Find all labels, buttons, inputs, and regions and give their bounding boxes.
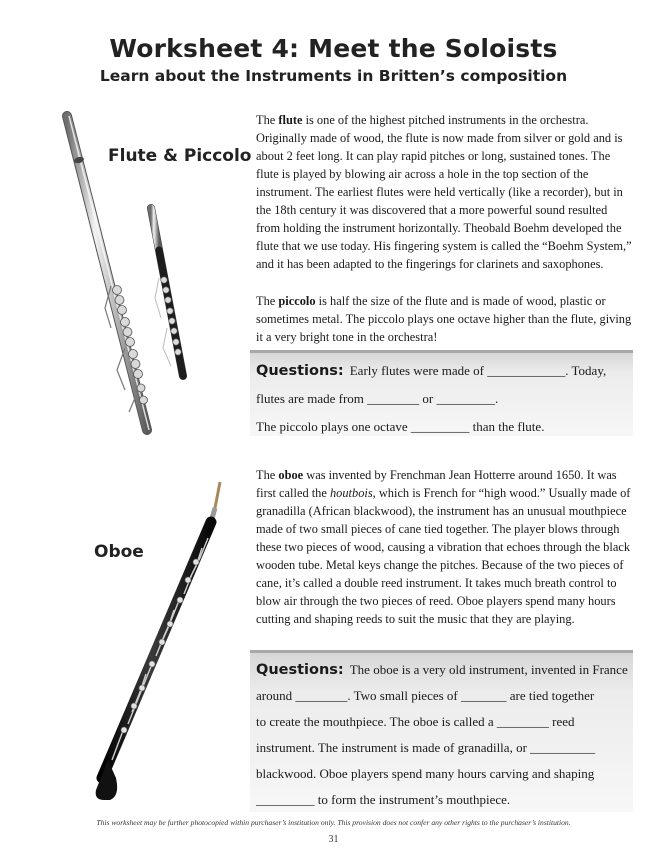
oboe-question-line-1: The oboe is a very old instrument, invented in France <box>349 662 628 677</box>
piccolo-term: piccolo <box>278 294 316 308</box>
oboe-question-line-6: _________ to form the instrument’s mouthpiece. <box>256 792 511 807</box>
oboe-question-line-4: instrument. The instrument is made of granadilla, or __________ <box>256 740 596 755</box>
flute-questions-box <box>250 350 633 436</box>
oboe-term: oboe <box>278 468 304 482</box>
flute-questions-heading: Questions: <box>256 363 344 379</box>
oboe-question-line-2: around ________. Two small pieces of _______ are tied together <box>256 688 595 703</box>
flute-paragraph: The flute is one of the highest pitched instruments in the orchestra. Originally made of wood, the flute is now made from silver or gold and is about 2 feet long. It can play rapid pitches or long, sustained tones. The flute is played by blowing air across a hole in the top section of the instrument. The earliest flutes were held vertically (like a recorder), but in the 18th century it was discovered that a more powerful sound resulted from holding the instrument horizontally. Theobald Boehm developed the flute that we use today. His fingering system is called the “Boehm System,” and it has been adapted to the fingerings for clarinets and saxophones. <box>256 113 632 271</box>
piccolo-paragraph: The piccolo is half the size of the flute and is made of wood, plastic or sometimes metal. The piccolo plays one octave higher than the flute, giving it a very bright tone in the orchestra! <box>256 294 632 344</box>
flute-piccolo-label: Flute & Piccolo <box>108 146 252 166</box>
oboe-question-line-5: blackwood. Oboe players spend many hours carving and shaping <box>256 766 595 781</box>
worksheet-subtitle: Learn about the Instruments in Britten’s composition <box>99 67 568 85</box>
worksheet-title: Worksheet 4: Meet the Soloists <box>109 34 558 63</box>
oboe-paragraph: The oboe was invented by Frenchman Jean Hotterre around 1650. It was first called the houtbois, which is French for “high wood.” Usually made of granadilla (African blackwood), the instrument has an unusual mouthpiece made of two small pieces of cane tied together. The player blows through these two pieces of wood, causing a vibration that echoes through the black wooden tube. Metal keys change the pitches. Because of the two pieces of cane, it’s called a double reed instrument. It takes much breath control to blow air through the two pieces of reed. Oboe players spend many hours cutting and shaping reeds to suit the music that they are playing. <box>256 468 631 626</box>
piccolo-image <box>151 208 183 376</box>
oboe-questions-box <box>250 650 633 812</box>
oboe-image <box>80 478 230 808</box>
flute-term: flute <box>278 113 303 127</box>
flute-question-line-1: Early flutes were made of ____________. Today, <box>349 363 607 378</box>
page-number: 31 <box>328 834 339 845</box>
copyright-notice: This worksheet may be further photocopied within purchaser’s institution only. This provision does not confer any other rights to the purchaser’s institution. <box>96 818 571 827</box>
oboe-questions-heading: Questions: <box>256 662 344 678</box>
flute-question-line-2: flutes are made from ________ or _________. <box>256 391 499 406</box>
oboe-label: Oboe <box>94 542 144 562</box>
houtbois-term: houtbois <box>329 486 373 500</box>
flute-question-line-3: The piccolo plays one octave _________ than the flute. <box>256 419 545 434</box>
oboe-question-line-3: to create the mouthpiece. The oboe is called a ________ reed <box>256 714 575 729</box>
